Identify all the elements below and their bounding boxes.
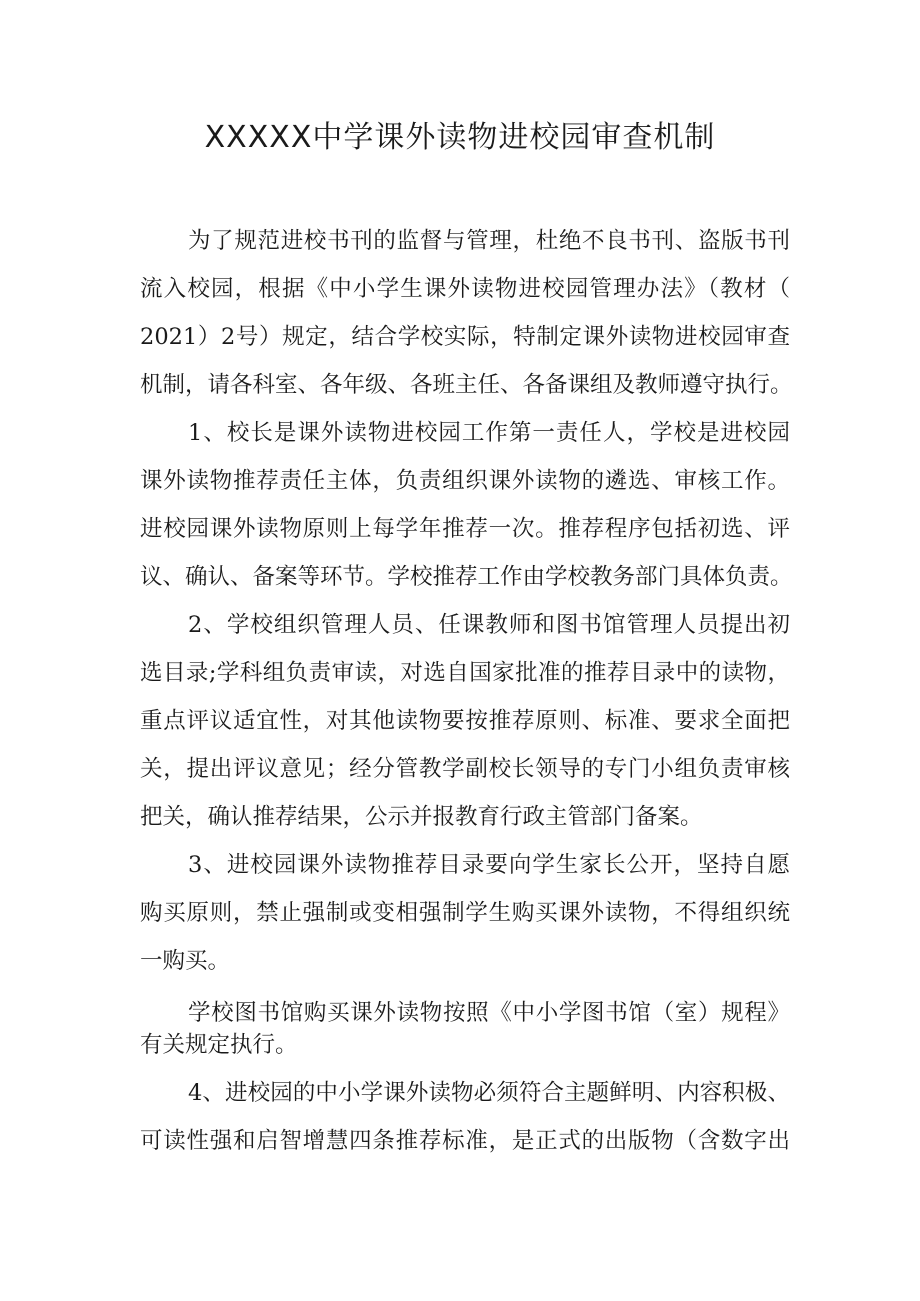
body-line: 重点评议适宜性，对其他读物要按推荐原则、标准、要求全面把 xyxy=(140,708,790,734)
body-line: 议、确认、备案等环节。学校推荐工作由学校教务部门具体负责。 xyxy=(140,564,793,590)
body-line: 流入校园，根据《中小学生课外读物进校园管理办法》（教材（ xyxy=(140,276,790,302)
body-line: 为了规范进校书刊的监督与管理，杜绝不良书刊、盗版书刊 xyxy=(188,228,790,254)
body-line: 2、学校组织管理人员、任课教师和图书馆管理人员提出初 xyxy=(188,612,790,638)
body-line: 一购买。 xyxy=(140,948,231,974)
body-line: 选目录;学科组负责审读，对选自国家批准的推荐目录中的读物， xyxy=(140,660,790,686)
body-line: 可读性强和启智增慧四条推荐标准，是正式的出版物（含数字出 xyxy=(140,1128,790,1154)
body-line: 2021）2号）规定，结合学校实际，特制定课外读物进校园审查 xyxy=(140,324,790,350)
body-line: 1、校长是课外读物进校园工作第一责任人，学校是进校园 xyxy=(188,420,790,446)
body-line: 学校图书馆购买课外读物按照《中小学图书馆（室）规程》 xyxy=(188,1000,790,1026)
body-line: 关，提出评议意见；经分管教学副校长领导的专门小组负责审核 xyxy=(140,756,790,782)
body-line: 4、进校园的中小学课外读物必须符合主题鲜明、内容积极、 xyxy=(188,1080,790,1106)
document-title: XXXXX中学课外读物进校园审查机制 xyxy=(204,120,716,155)
body-line: 3、进校园课外读物推荐目录要向学生家长公开，坚持自愿 xyxy=(188,852,790,878)
body-line: 把关，确认推荐结果，公示并报教育行政主管部门备案。 xyxy=(140,804,703,830)
body-line: 进校园课外读物原则上每学年推荐一次。推荐程序包括初选、评 xyxy=(140,516,790,542)
body-line: 有关规定执行。 xyxy=(140,1032,298,1058)
body-line: 购买原则，禁止强制或变相强制学生购买课外读物，不得组织统 xyxy=(140,900,790,926)
body-line: 课外读物推荐责任主体，负责组织课外读物的遴选、审核工作。 xyxy=(140,468,790,494)
body-line: 机制，请各科室、各年级、各班主任、各备课组及教师遵守执行。 xyxy=(140,372,793,398)
